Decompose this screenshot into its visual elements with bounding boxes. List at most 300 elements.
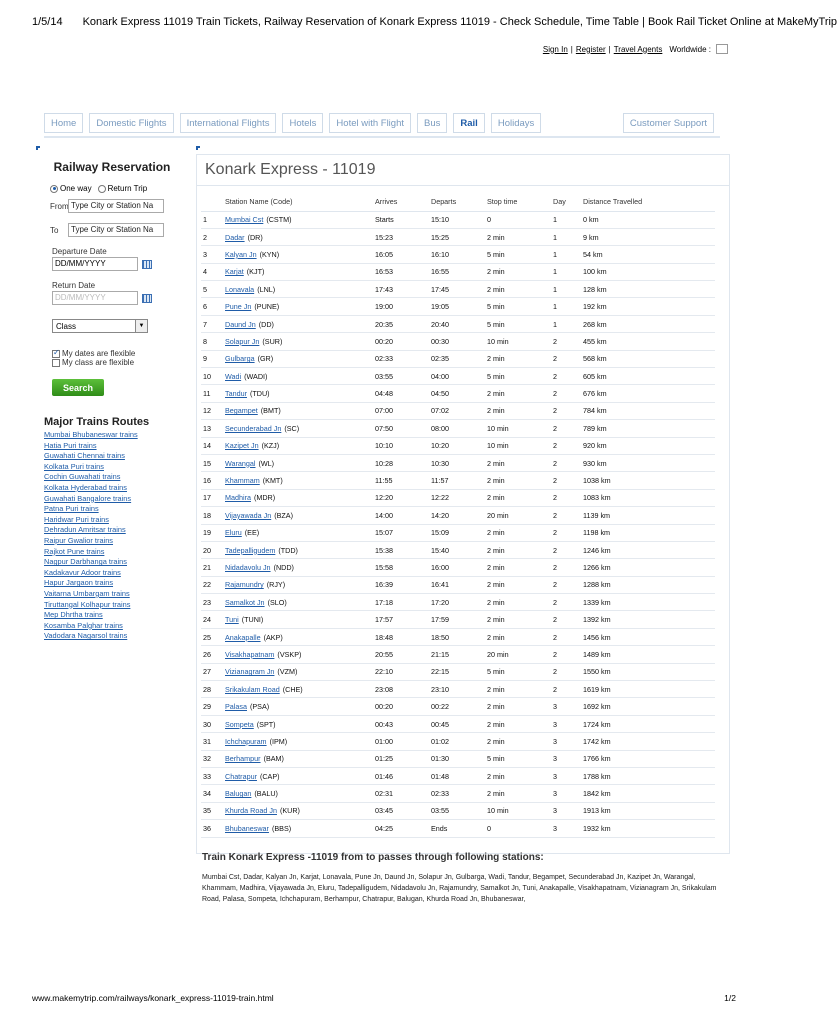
search-button[interactable]: Search	[52, 379, 104, 396]
station-link[interactable]: Mumbai Cst	[225, 215, 264, 225]
distance: 1692 km	[581, 698, 715, 715]
table-row	[201, 733, 715, 750]
station-link[interactable]: Tandur	[225, 389, 247, 399]
table-row	[201, 802, 715, 819]
distance: 605 km	[581, 368, 715, 385]
stop-time: 2 min	[485, 768, 551, 785]
station-link[interactable]: Sompeta	[225, 719, 254, 729]
station-link[interactable]: Berhampur	[225, 754, 261, 764]
stop-time: 2 min	[485, 628, 551, 645]
arrival-time: 04:48	[373, 385, 429, 402]
station-link[interactable]: Eluru	[225, 528, 242, 538]
station-link[interactable]: Tadepalligudem	[225, 545, 276, 555]
station-cell	[223, 541, 373, 558]
departure-time: 10:20	[429, 437, 485, 454]
distance: 1788 km	[581, 768, 715, 785]
row-number: 7	[201, 315, 223, 332]
flexible-class-checkbox[interactable]: My class are flexible	[44, 358, 180, 367]
station-code: (TUNI)	[241, 615, 264, 625]
row-number: 29	[201, 698, 223, 715]
route-link[interactable]: Cochin Guwahati trains	[44, 472, 121, 482]
row-number: 11	[201, 385, 223, 402]
stop-time: 2 min	[485, 541, 551, 558]
table-row	[201, 768, 715, 785]
station-cell	[223, 281, 373, 298]
station-link[interactable]: Tuni	[225, 615, 239, 625]
station-link[interactable]: Rajamundry	[225, 580, 264, 590]
table-row	[201, 281, 715, 298]
day: 1	[551, 228, 581, 245]
day: 1	[551, 281, 581, 298]
station-cell	[223, 333, 373, 350]
departure-time: 14:20	[429, 507, 485, 524]
station-cell	[223, 368, 373, 385]
departure-time: 15:40	[429, 541, 485, 558]
stop-time: 2 min	[485, 281, 551, 298]
schedule-panel	[196, 154, 730, 854]
arrival-time: 20:55	[373, 646, 429, 663]
station-code: (EE)	[244, 528, 260, 538]
class-select[interactable]: Class ▼	[52, 319, 148, 333]
station-link[interactable]: Palasa	[225, 702, 247, 712]
station-code: (SUR)	[262, 336, 283, 346]
arrival-time: 02:31	[373, 785, 429, 802]
nav-bus[interactable]: Bus	[417, 113, 447, 133]
station-cell	[223, 246, 373, 263]
route-link[interactable]: Kolkata Hyderabad trains	[44, 482, 127, 492]
station-link[interactable]: Lonavala	[225, 284, 255, 294]
route-link[interactable]: Patna Puri trains	[44, 504, 99, 514]
day: 2	[551, 576, 581, 593]
table-row	[201, 246, 715, 263]
arrival-time: 18:48	[373, 628, 429, 645]
station-code: (PUNE)	[254, 302, 280, 312]
station-link[interactable]: Kalyan Jn	[225, 249, 257, 259]
route-link[interactable]: Kosamba Palghar trains	[44, 620, 123, 630]
separator: |	[608, 44, 611, 54]
stop-time: 2 min	[485, 576, 551, 593]
nav-home[interactable]: Home	[44, 113, 83, 133]
departure-time: 20:40	[429, 315, 485, 332]
route-link[interactable]: Guwahati Bangalore trains	[44, 493, 132, 503]
station-link[interactable]: Vijayawada Jn	[225, 510, 272, 520]
stop-time: 5 min	[485, 750, 551, 767]
nav-hotel-with-flight[interactable]: Hotel with Flight	[329, 113, 411, 133]
station-code: (KZJ)	[261, 441, 280, 451]
travel-agents-link[interactable]: Travel Agents	[613, 44, 663, 54]
station-link[interactable]: Begampet	[225, 406, 258, 416]
station-cell	[223, 524, 373, 541]
departure-time: 02:33	[429, 785, 485, 802]
departure-date-input[interactable]: DD/MM/YYYY	[52, 257, 138, 271]
day: 3	[551, 698, 581, 715]
stop-time: 2 min	[485, 228, 551, 245]
day: 1	[551, 211, 581, 228]
row-number: 2	[201, 228, 223, 245]
distance: 1742 km	[581, 733, 715, 750]
station-code: (KUR)	[279, 806, 300, 816]
station-link[interactable]: Kazipet Jn	[225, 441, 259, 451]
station-code: (DD)	[258, 319, 274, 329]
page-title: Konark Express - 11019	[205, 161, 376, 178]
route-link[interactable]: Guwahati Chennai trains	[44, 451, 125, 461]
one-way-radio[interactable]: One way	[50, 184, 92, 193]
arrival-time: 14:00	[373, 507, 429, 524]
row-number: 32	[201, 750, 223, 767]
row-number: 36	[201, 820, 223, 837]
station-cell	[223, 507, 373, 524]
row-number: 12	[201, 402, 223, 419]
stop-time: 10 min	[485, 420, 551, 437]
route-link[interactable]: Dehradun Amritsar trains	[44, 525, 126, 535]
distance: 1198 km	[581, 524, 715, 541]
departure-time: 04:00	[429, 368, 485, 385]
railway-reservation-form	[44, 156, 180, 642]
table-row	[201, 437, 715, 454]
distance: 1339 km	[581, 594, 715, 611]
to-input[interactable]: Type City or Station Na	[68, 223, 164, 237]
table-row	[201, 524, 715, 541]
arrival-time: 07:50	[373, 420, 429, 437]
station-link[interactable]: Secunderabad Jn	[225, 423, 282, 433]
column-header	[201, 193, 223, 211]
station-code: (KJT)	[246, 267, 265, 277]
distance: 1619 km	[581, 681, 715, 698]
station-link[interactable]: Srikakulam Road	[225, 684, 280, 694]
table-row	[201, 507, 715, 524]
row-number: 24	[201, 611, 223, 628]
arrival-time: 15:23	[373, 228, 429, 245]
row-number: 27	[201, 663, 223, 680]
station-cell	[223, 750, 373, 767]
main-nav	[44, 110, 720, 136]
table-row	[201, 298, 715, 315]
arrival-time: 15:38	[373, 541, 429, 558]
distance: 128 km	[581, 281, 715, 298]
schedule-table	[201, 193, 715, 838]
station-code: (CAP)	[259, 771, 280, 781]
day: 2	[551, 402, 581, 419]
station-link[interactable]: Dadar	[225, 232, 245, 242]
route-link[interactable]: Haridwar Puri trains	[44, 514, 109, 524]
route-link[interactable]: Rajkot Pune trains	[44, 546, 105, 556]
table-row	[201, 681, 715, 698]
nav-domestic-flights[interactable]: Domestic Flights	[89, 113, 173, 133]
row-number: 1	[201, 211, 223, 228]
arrival-time: 16:05	[373, 246, 429, 263]
stop-time: 0	[485, 211, 551, 228]
arrival-time: 02:33	[373, 350, 429, 367]
row-number: 31	[201, 733, 223, 750]
table-row	[201, 368, 715, 385]
distance: 784 km	[581, 402, 715, 419]
sign-in-link[interactable]: Sign In	[542, 44, 568, 54]
distance: 54 km	[581, 246, 715, 263]
row-number: 3	[201, 246, 223, 263]
arrival-time: 04:25	[373, 820, 429, 837]
station-code: (LNL)	[257, 284, 276, 294]
station-code: (SPT)	[256, 719, 276, 729]
station-cell	[223, 611, 373, 628]
stop-time: 2 min	[485, 263, 551, 280]
distance: 568 km	[581, 350, 715, 367]
departure-time: 03:55	[429, 802, 485, 819]
route-link[interactable]: Mumbai Bhubaneswar trains	[44, 430, 138, 439]
station-cell	[223, 715, 373, 732]
worldwide-selector[interactable]	[716, 44, 728, 54]
arrival-time: 16:39	[373, 576, 429, 593]
arrival-time: 01:25	[373, 750, 429, 767]
nav-holidays[interactable]: Holidays	[491, 113, 541, 133]
route-link[interactable]: Hatia Puri trains	[44, 440, 97, 450]
station-code: (GR)	[257, 354, 274, 364]
column-header: Day	[551, 193, 581, 211]
row-number: 25	[201, 628, 223, 645]
row-number: 19	[201, 524, 223, 541]
station-cell	[223, 211, 373, 228]
row-number: 13	[201, 420, 223, 437]
nav-rail[interactable]: Rail	[453, 113, 484, 133]
station-cell	[223, 628, 373, 645]
flexible-dates-checkbox[interactable]: ✓ My dates are flexible	[44, 349, 180, 358]
station-cell	[223, 298, 373, 315]
day: 1	[551, 315, 581, 332]
day: 2	[551, 646, 581, 663]
row-number: 30	[201, 715, 223, 732]
route-link[interactable]: Tiruttangal Kolhapur trains	[44, 599, 131, 609]
day: 2	[551, 420, 581, 437]
station-cell	[223, 768, 373, 785]
day: 2	[551, 524, 581, 541]
distance: 1266 km	[581, 559, 715, 576]
table-row	[201, 750, 715, 767]
station-link[interactable]: Wadi	[225, 371, 242, 381]
row-number: 4	[201, 263, 223, 280]
day: 2	[551, 454, 581, 471]
distance: 1766 km	[581, 750, 715, 767]
nav-hotels[interactable]: Hotels	[282, 113, 323, 133]
station-link[interactable]: Warangal	[225, 458, 256, 468]
day: 3	[551, 733, 581, 750]
route-link[interactable]: Kolkata Puri trains	[44, 461, 104, 471]
distance: 0 km	[581, 211, 715, 228]
station-cell	[223, 576, 373, 593]
station-code: (RJY)	[266, 580, 286, 590]
nav-customer-support[interactable]: Customer Support	[623, 113, 714, 133]
arrival-time: 00:20	[373, 333, 429, 350]
from-label: From	[50, 201, 69, 211]
table-row	[201, 489, 715, 506]
table-row	[201, 663, 715, 680]
distance: 789 km	[581, 420, 715, 437]
departure-time: 15:10	[429, 211, 485, 228]
row-number: 26	[201, 646, 223, 663]
station-cell	[223, 698, 373, 715]
station-code: (CHE)	[282, 684, 303, 694]
station-link[interactable]: Nidadavolu Jn	[225, 563, 271, 572]
station-link[interactable]: Solapur Jn	[225, 336, 260, 346]
table-row	[201, 594, 715, 611]
footer-url: www.makemytrip.com/railways/konark_express-11019-train.html	[32, 993, 274, 1003]
station-cell	[223, 594, 373, 611]
route-link[interactable]: Mep Dhrtha trains	[44, 610, 103, 620]
page-number: 1/2	[724, 993, 736, 1003]
nav-international-flights[interactable]: International Flights	[180, 113, 277, 133]
route-link[interactable]: Kadakavur Adoor trains	[44, 567, 121, 577]
major-routes-list	[44, 430, 180, 642]
station-cell	[223, 263, 373, 280]
arrival-time: 15:58	[373, 559, 429, 576]
station-cell	[223, 228, 373, 245]
station-code: (SLO)	[267, 597, 287, 607]
station-cell	[223, 350, 373, 367]
calendar-icon[interactable]	[142, 294, 152, 303]
table-row	[201, 420, 715, 437]
station-link[interactable]: Visakhapatnam	[225, 649, 275, 659]
departure-time: 21:15	[429, 646, 485, 663]
route-link[interactable]: Nagpur Darbhanga trains	[44, 557, 127, 567]
arrival-time: 12:20	[373, 489, 429, 506]
row-number: 15	[201, 454, 223, 471]
row-number: 5	[201, 281, 223, 298]
from-input[interactable]: Type City or Station Na	[68, 199, 164, 213]
station-cell	[223, 802, 373, 819]
corner-mark	[36, 146, 40, 150]
departure-time: 01:02	[429, 733, 485, 750]
day: 2	[551, 489, 581, 506]
top-links	[543, 44, 728, 54]
return-trip-radio[interactable]: Return Trip	[98, 184, 148, 193]
departure-time: 07:02	[429, 402, 485, 419]
route-link[interactable]: Hapur Jargaon trains	[44, 578, 114, 588]
table-row	[201, 785, 715, 802]
route-link[interactable]: Vadodara Nagarsol trains	[44, 631, 128, 641]
stop-time: 2 min	[485, 385, 551, 402]
column-header: Departs	[429, 193, 485, 211]
station-link[interactable]: Balugan	[225, 789, 252, 799]
station-link[interactable]: Pune Jn	[225, 302, 252, 312]
departure-time: 00:22	[429, 698, 485, 715]
distance: 676 km	[581, 385, 715, 402]
nav-divider	[44, 136, 720, 138]
day: 1	[551, 298, 581, 315]
station-link[interactable]: Daund Jn	[225, 319, 256, 329]
station-link[interactable]: Anakapalle	[225, 632, 261, 642]
stop-time: 5 min	[485, 246, 551, 263]
stop-time: 5 min	[485, 315, 551, 332]
stop-time: 5 min	[485, 663, 551, 680]
departure-time: 15:25	[429, 228, 485, 245]
station-link[interactable]: Gulbarga	[225, 354, 255, 364]
departure-date-label: Departure Date	[52, 247, 107, 256]
distance: 920 km	[581, 437, 715, 454]
station-link[interactable]: Bhubaneswar	[225, 823, 269, 833]
station-cell	[223, 785, 373, 802]
station-cell	[223, 420, 373, 437]
to-label: To	[50, 225, 59, 235]
route-link[interactable]: Vaitarna Umbargam trains	[44, 588, 130, 598]
return-date-input[interactable]: DD/MM/YYYY	[52, 291, 138, 305]
route-link[interactable]: Raipur Gwalior trains	[44, 535, 114, 545]
departure-time: 17:45	[429, 281, 485, 298]
table-row	[201, 350, 715, 367]
table-row	[201, 611, 715, 628]
day: 2	[551, 333, 581, 350]
station-code: (KYN)	[259, 249, 280, 259]
departure-time: 08:00	[429, 420, 485, 437]
station-link[interactable]: Ichchapuram	[225, 736, 267, 746]
station-code: (WL)	[258, 458, 275, 468]
day: 2	[551, 681, 581, 698]
station-link[interactable]: Madhira	[225, 493, 251, 503]
stop-time: 2 min	[485, 524, 551, 541]
departure-time: 01:48	[429, 768, 485, 785]
distance: 1038 km	[581, 472, 715, 489]
station-code: (BALU)	[254, 789, 278, 799]
station-cell	[223, 454, 373, 471]
worldwide-label: Worldwide :	[669, 44, 711, 54]
station-link[interactable]: Khammam	[225, 476, 260, 486]
day: 1	[551, 246, 581, 263]
station-link[interactable]: Samalkot Jn	[225, 597, 265, 607]
arrival-time: 01:46	[373, 768, 429, 785]
register-link[interactable]: Register	[575, 44, 606, 54]
station-link[interactable]: Chatrapur	[225, 771, 257, 781]
station-link[interactable]: Khurda Road Jn	[225, 806, 277, 816]
day: 3	[551, 820, 581, 837]
calendar-icon[interactable]	[142, 260, 152, 269]
row-number: 10	[201, 368, 223, 385]
table-row	[201, 576, 715, 593]
corner-mark	[196, 146, 200, 150]
table-row	[201, 333, 715, 350]
arrival-time: 17:18	[373, 594, 429, 611]
departure-time: 16:10	[429, 246, 485, 263]
table-row	[201, 402, 715, 419]
distance: 1456 km	[581, 628, 715, 645]
distance: 1913 km	[581, 802, 715, 819]
station-cell	[223, 437, 373, 454]
day: 2	[551, 611, 581, 628]
stop-time: 2 min	[485, 594, 551, 611]
station-code: (CSTM)	[266, 215, 292, 225]
day: 3	[551, 785, 581, 802]
distance: 9 km	[581, 228, 715, 245]
station-link[interactable]: Vizianagram Jn	[225, 667, 275, 677]
arrival-time: 07:00	[373, 402, 429, 419]
table-row	[201, 698, 715, 715]
print-date: 1/5/14	[32, 16, 63, 28]
arrival-time: 00:43	[373, 715, 429, 732]
distance: 100 km	[581, 263, 715, 280]
day: 2	[551, 628, 581, 645]
departure-time: 00:45	[429, 715, 485, 732]
day: 2	[551, 472, 581, 489]
arrival-time: 17:43	[373, 281, 429, 298]
day: 2	[551, 385, 581, 402]
station-link[interactable]: Karjat	[225, 267, 244, 277]
row-number: 21	[201, 559, 223, 576]
station-cell	[223, 681, 373, 698]
departure-time: 18:50	[429, 628, 485, 645]
departure-time: 04:50	[429, 385, 485, 402]
station-cell	[223, 489, 373, 506]
table-row	[201, 715, 715, 732]
table-row	[201, 385, 715, 402]
station-code: (IPM)	[269, 736, 288, 746]
table-row	[201, 263, 715, 280]
station-cell	[223, 402, 373, 419]
